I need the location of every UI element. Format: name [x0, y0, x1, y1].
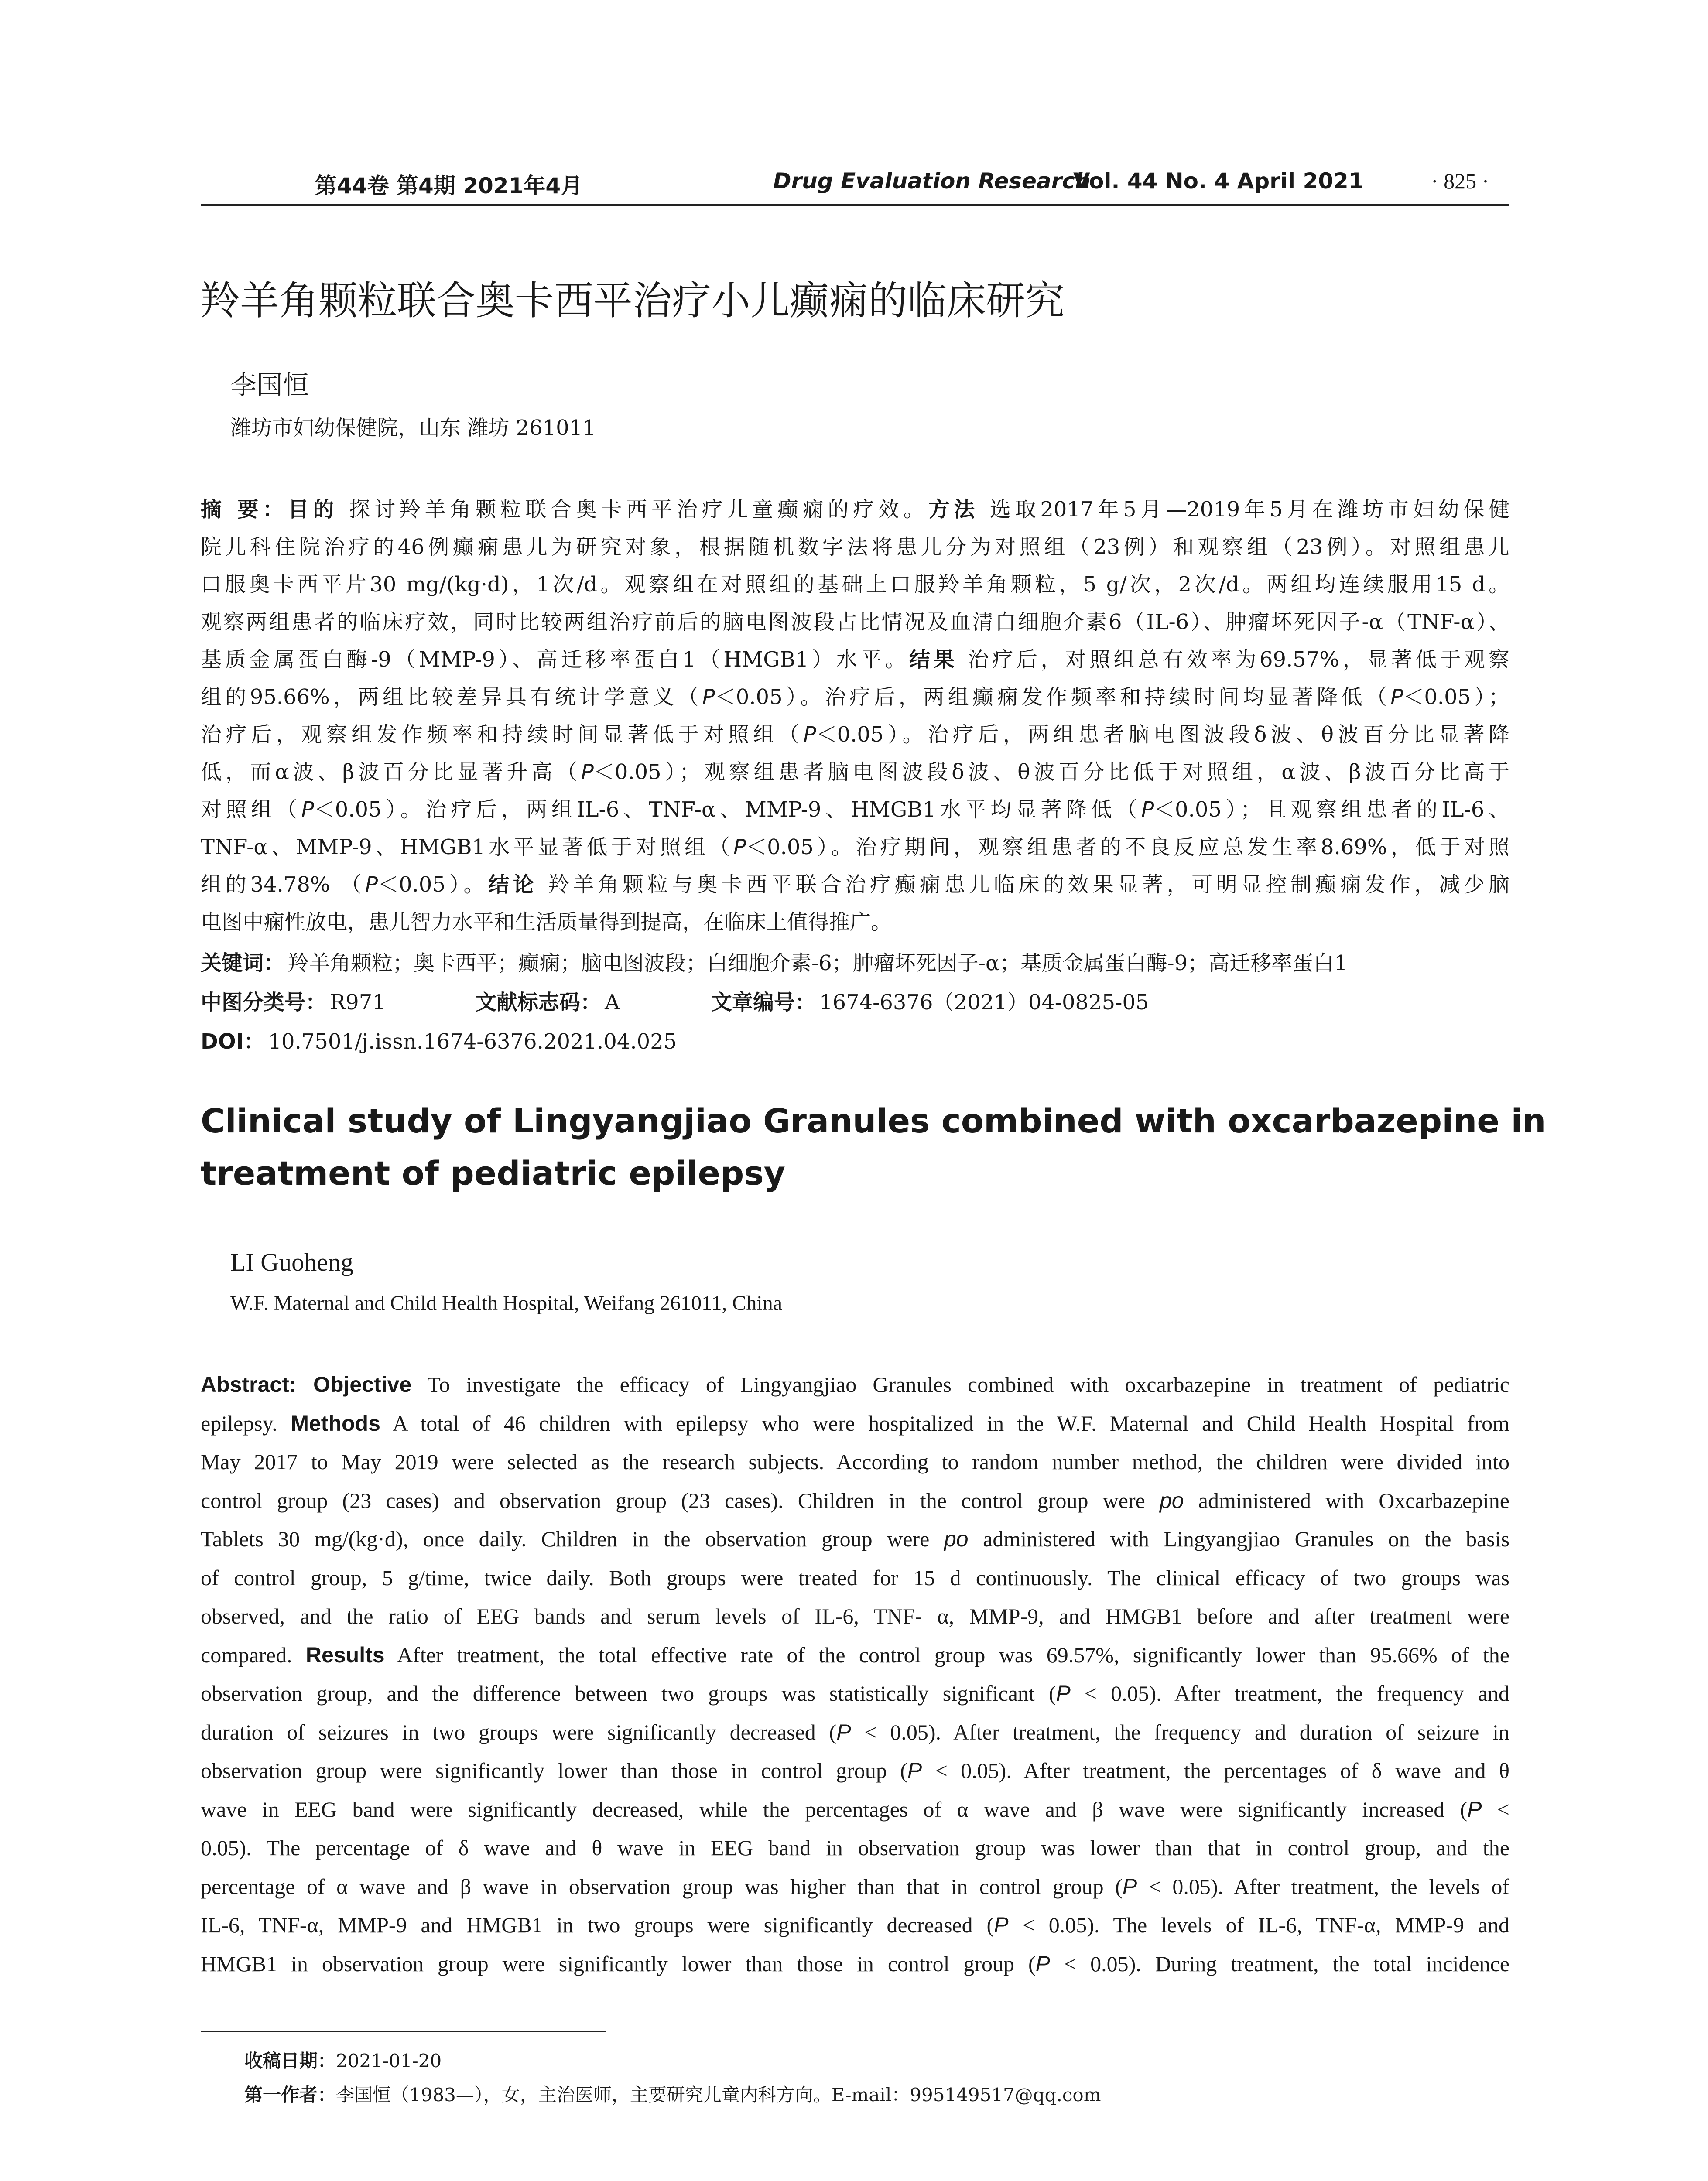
doi-line: [201, 1023, 677, 1060]
header-rule: [201, 204, 1509, 206]
text-run: observation group were significantly lower than those in control group (: [201, 1758, 907, 1783]
text-run: compared.: [201, 1642, 306, 1667]
abstract-line: [201, 716, 1509, 753]
running-header: [201, 168, 1509, 199]
doi-value: 10.7501/j.issn.1674-6376.2021.04.025: [268, 1029, 677, 1054]
abstract-line: [201, 1906, 1509, 1944]
received-date-note: [244, 2047, 442, 2073]
italic-term: P: [702, 685, 715, 709]
abstract-line: [201, 1559, 1509, 1597]
text-run: observed, and the ratio of EEG bands and serum levels of IL-6, TNF- α, MMP-9, and HMGB1 before and after treatment were: [201, 1604, 1509, 1628]
section-heading: Results: [305, 1642, 385, 1667]
clc-label: 中图分类号：: [201, 990, 327, 1015]
text-run: < 0.05). The levels of IL-6, TNF-α, MMP-9 and: [1008, 1913, 1509, 1937]
italic-term: P: [907, 1758, 922, 1783]
abstract-line: [201, 679, 1509, 715]
text-run: 羚羊角颗粒与奥卡西平联合治疗癫痫患儿临床的效果显著，可明显控制癫痫发作，减少脑: [537, 872, 1509, 897]
abstract-line: [201, 1790, 1509, 1829]
text-run: of control group, 5 g/time, twice daily. Both groups were treated for 15 d continuously. The clinical efficacy of two groups was: [201, 1565, 1509, 1590]
abstract-line: [201, 1829, 1509, 1867]
text-run: < 0.05). After treatment, the frequency and duration of seizure in: [851, 1720, 1509, 1744]
text-run: <: [1482, 1797, 1509, 1822]
text-run: IL-6, TNF-α, MMP-9 and HMGB1 in two groups were significantly decreased (: [201, 1913, 994, 1937]
italic-term: P: [803, 722, 816, 747]
abstract-line: [201, 1636, 1509, 1674]
article-number-label: 文章编号：: [711, 990, 816, 1015]
text-run: 组的95.66%，两组比较差异具有统计学意义（: [201, 685, 702, 709]
article-title-en: [201, 1095, 1546, 1200]
section-heading: Methods: [291, 1411, 380, 1436]
text-run: ＜0.05）。: [378, 872, 489, 897]
abstract-line: [201, 904, 1509, 940]
text-run: wave in EEG band were significantly decreased, while the percentages of α wave and β wave were significantly increased (: [201, 1797, 1468, 1822]
italic-term: P: [1141, 797, 1154, 822]
italic-term: P: [581, 760, 594, 784]
header-issue-cn: 第44卷 第4期 2021年4月: [315, 173, 583, 198]
text-run: To investigate the efficacy of Lingyangjiao Granules combined with oxcarbazepine in treatment of pediatric: [411, 1372, 1509, 1397]
text-run: percentage of α wave and β wave in observation group was higher than that in control group (: [201, 1874, 1123, 1899]
text-run: Tablets 30 mg/(kg·d), once daily. Children in the observation group were: [201, 1527, 944, 1551]
italic-term: po: [1160, 1488, 1184, 1513]
abstract-line: [201, 1751, 1509, 1790]
abstract-line: [201, 1674, 1509, 1713]
article-number-value: 1674-6376（2021）04-0825-05: [819, 990, 1149, 1015]
header-page-number: · 825 ·: [1431, 169, 1489, 193]
section-heading: 方法: [928, 497, 979, 522]
affiliation-en: W.F. Maternal and Child Health Hospital, Weifang 261011, China: [230, 1292, 782, 1315]
text-run: < 0.05). During treatment, the total incidence: [1050, 1951, 1509, 1976]
text-run: After treatment, the total effective rate of the control group was 69.57%, significantly lower than 95.66% of the: [384, 1642, 1509, 1667]
doc-code-value: A: [605, 990, 620, 1015]
author-name-cn: 李国恒: [230, 370, 309, 400]
text-run: 0.05). The percentage of δ wave and θ wave in EEG band in observation group was lower than that in control group, and the: [201, 1836, 1509, 1860]
doc-code-label: 文献标志码：: [476, 990, 602, 1015]
text-run: epilepsy.: [201, 1411, 291, 1436]
abstract-line: [201, 1443, 1509, 1481]
first-author-note: [244, 2081, 1101, 2107]
text-run: < 0.05). After treatment, the percentages of δ wave and θ: [922, 1758, 1509, 1783]
text-run: 电图中痫性放电，患儿智力水平和生活质量得到提高，在临床上值得推广。: [201, 910, 892, 934]
header-volume: Vol. 44 No. 4 April 2021: [1073, 168, 1364, 194]
abstract-line: [201, 791, 1509, 828]
text-run: 基质金属蛋白酶-9（MMP-9）、高迁移率蛋白1（HMGB1）水平。: [201, 647, 910, 672]
keywords-label: 关键词：: [201, 951, 285, 975]
italic-term: P: [733, 835, 746, 859]
text-run: ＜0.05）；观察组患者脑电图波段δ波、θ波百分比低于对照组，α波、β波百分比高于: [593, 760, 1509, 784]
keywords-line: [201, 945, 1348, 981]
abstract-line: [201, 641, 1509, 678]
text-run: HMGB1 in observation group were significantly lower than those in control group (: [201, 1951, 1036, 1976]
affiliation-cn: 潍坊市妇幼保健院，山东 潍坊 261011: [230, 416, 596, 440]
italic-term: P: [1056, 1681, 1071, 1706]
text-run: administered with Lingyangjiao Granules on the basis: [968, 1527, 1509, 1551]
section-heading: 结果: [909, 647, 958, 672]
text-run: ＜0.05）。治疗后，两组癫痫发作频率和持续时间均显著降低（: [715, 685, 1391, 709]
text-run: 治疗后，对照组总有效率为69.57%，显著低于观察: [958, 647, 1509, 672]
abstract-line: [201, 1404, 1509, 1443]
abstract-line: [201, 1597, 1509, 1635]
text-run: duration of seizures in two groups were significantly decreased (: [201, 1720, 837, 1744]
first-author-label: 第一作者：: [244, 2084, 336, 2106]
abstract-line: [201, 754, 1509, 790]
abstract-line: [201, 566, 1509, 603]
italic-term: po: [944, 1527, 969, 1551]
keywords-text: 羚羊角颗粒；奥卡西平；癫痫；脑电图波段；白细胞介素-6；肿瘤坏死因子-α；基质金属蛋白酶-9；高迁移率蛋白1: [288, 951, 1348, 975]
text-run: 治疗后，观察组发作频率和持续时间显著低于对照组（: [201, 722, 804, 747]
title-en-line-2: treatment of pediatric epilepsy: [201, 1154, 786, 1193]
text-run: 观察两组患者的临床疗效，同时比较两组治疗前后的脑电图波段占比情况及血清白细胞介素6（IL-6）、肿瘤坏死因子-α（TNF-α）、: [201, 610, 1509, 634]
abstract-line: [201, 1520, 1509, 1558]
italic-term: P: [994, 1913, 1009, 1937]
text-run: 院儿科住院治疗的46例癫痫患儿为研究对象，根据随机数字法将患儿分为对照组（23例）和观察组（23例）。对照组患儿: [201, 535, 1509, 559]
abstract-line: [201, 1945, 1509, 1983]
text-run: ＜0.05）；: [1403, 685, 1509, 709]
footnote-rule: [201, 2031, 606, 2032]
text-run: May 2017 to May 2019 were selected as the research subjects. According to random number method, the children were divided into: [201, 1449, 1509, 1474]
italic-term: P: [1035, 1951, 1051, 1976]
section-heading: 目的: [288, 497, 339, 522]
text-run: 口服奥卡西平片30 mg/(kg·d)，1次/d。观察组在对照组的基础上口服羚羊角颗粒，5 g/次，2次/d。两组均连续服用15 d。: [201, 572, 1509, 597]
italic-term: P: [1122, 1874, 1137, 1899]
text-run: ＜0.05）；且观察组患者的IL-6、: [1154, 797, 1509, 822]
abstract-line: [201, 829, 1509, 865]
first-author-text: 李国恒（1983—），女，主治医师，主要研究儿童内科方向。E-mail：995149517@qq.com: [336, 2084, 1101, 2106]
italic-term: P: [836, 1720, 851, 1744]
title-en-line-1: Clinical study of Lingyangjiao Granules combined with oxcarbazepine in: [201, 1101, 1546, 1140]
text-run: control group (23 cases) and observation group (23 cases). Children in the control group were: [201, 1488, 1160, 1513]
abstract-line: [201, 1713, 1509, 1751]
abstract-line: [201, 1365, 1509, 1404]
text-run: observation group, and the difference between two groups was statistically significant (: [201, 1681, 1056, 1706]
text-run: administered with Oxcarbazepine: [1184, 1488, 1510, 1513]
text-run: A total of 46 children with epilepsy who were hospitalized in the W.F. Maternal and Child Health Hospital from: [380, 1411, 1509, 1436]
text-run: 探讨羚羊角颗粒联合奥卡西平治疗儿童癫痫的疗效。: [338, 497, 929, 522]
italic-term: P: [1467, 1797, 1482, 1822]
clc-value: R971: [330, 990, 386, 1015]
section-heading: 结论: [488, 872, 538, 897]
text-run: < 0.05). After treatment, the frequency and: [1070, 1681, 1509, 1706]
italic-term: P: [301, 797, 314, 822]
text-run: 低，而α波、β波百分比显著升高（: [201, 760, 581, 784]
text-run: 组的34.78% （: [201, 872, 366, 897]
abstract-line: [201, 491, 1509, 528]
abstract-label: 摘 要：: [201, 497, 288, 522]
italic-term: P: [365, 872, 378, 897]
abstract-line: [201, 1867, 1509, 1906]
text-run: ＜0.05）。治疗后，两组患者脑电图波段δ波、θ波百分比显著降: [816, 722, 1509, 747]
received-date: 2021-01-20: [336, 2050, 442, 2072]
abstract-line: [201, 866, 1509, 903]
author-name-en: LI Guoheng: [230, 1248, 353, 1276]
header-journal-name: Drug Evaluation Research: [773, 168, 1091, 194]
text-run: 对照组（: [201, 797, 301, 822]
abstract-line: [201, 604, 1509, 640]
text-run: ＜0.05）。治疗后，两组IL-6、TNF-α、MMP-9、HMGB1水平均显著降低（: [314, 797, 1142, 822]
abstract-line: [201, 1481, 1509, 1520]
doi-label: DOI：: [201, 1029, 265, 1054]
classification-line: [201, 984, 1509, 1021]
text-run: TNF-α、MMP-9、HMGB1水平显著低于对照组（: [201, 835, 734, 859]
received-label: 收稿日期：: [244, 2050, 336, 2072]
text-run: ＜0.05）。治疗期间，观察组患者的不良反应总发生率8.69%，低于对照: [746, 835, 1509, 859]
section-heading: Abstract: Objective: [201, 1372, 412, 1397]
article-title-cn: 羚羊角颗粒联合奥卡西平治疗小儿癫痫的临床研究: [201, 278, 1065, 324]
italic-term: P: [1390, 685, 1403, 709]
text-run: < 0.05). After treatment, the levels of: [1137, 1874, 1509, 1899]
text-run: 选取2017年5月—2019年5月在潍坊市妇幼保健: [979, 497, 1509, 522]
abstract-line: [201, 529, 1509, 565]
